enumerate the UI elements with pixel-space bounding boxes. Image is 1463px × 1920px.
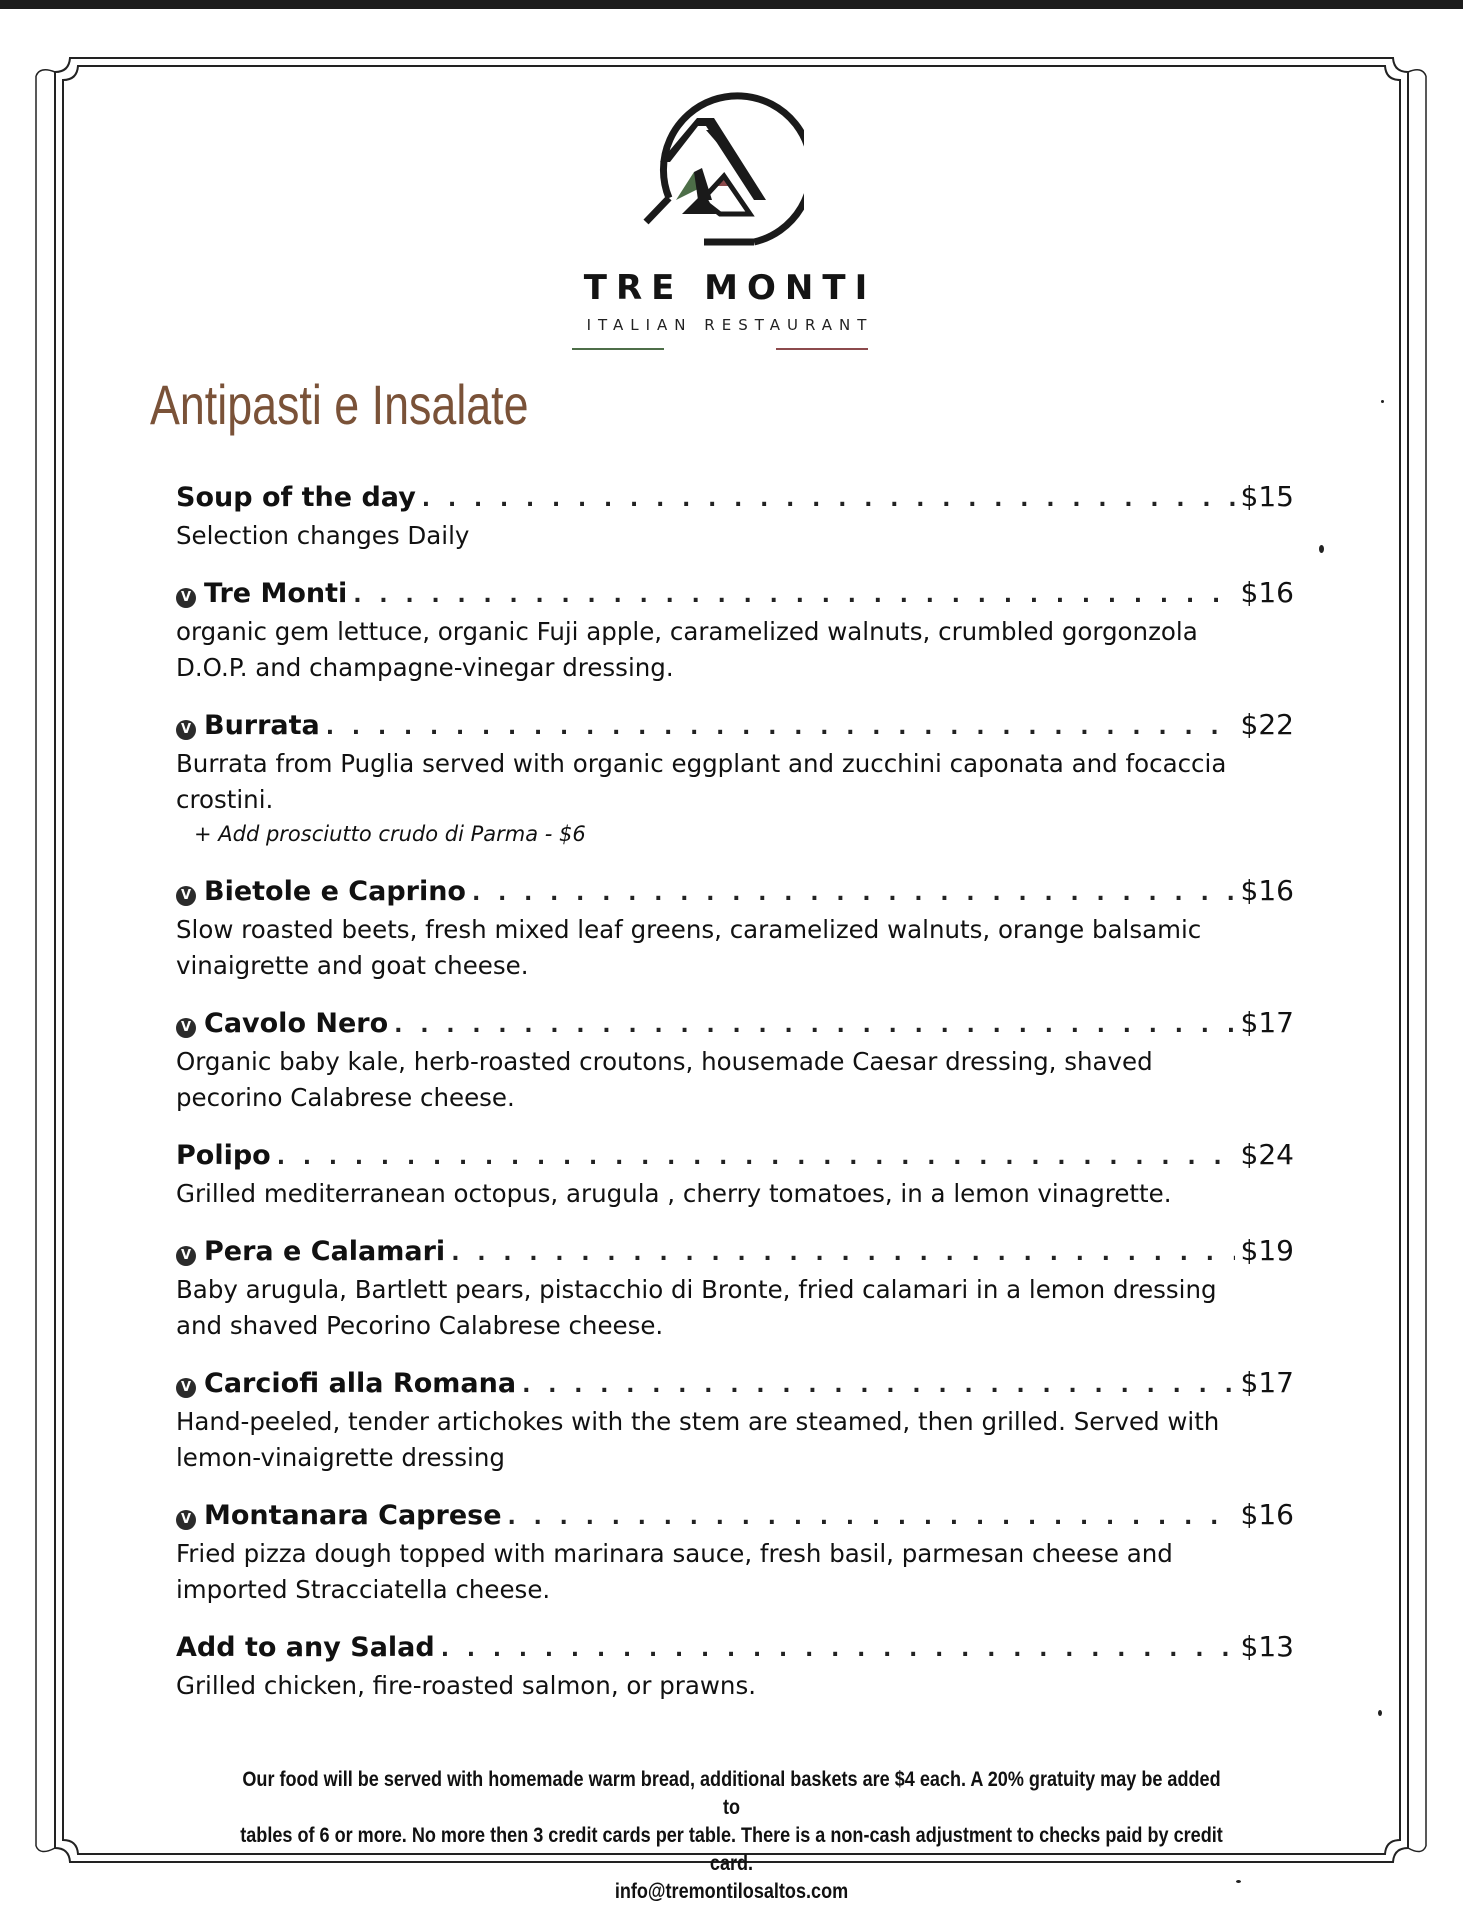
- dot-leader: [508, 1505, 1235, 1530]
- vegetarian-v-icon: V: [176, 720, 196, 740]
- menu-item: [176, 1498, 1294, 1608]
- dot-leader: [277, 1145, 1235, 1170]
- scan-speck: [1378, 1710, 1382, 1716]
- dot-leader: [394, 1013, 1234, 1038]
- item-name: Add to any Salad: [176, 1632, 435, 1663]
- item-price: $13: [1240, 1630, 1294, 1663]
- item-name: Pera e Calamari: [204, 1236, 446, 1267]
- item-addon: + Add prosciutto crudo di Parma - $6: [194, 822, 586, 846]
- item-description: Organic baby kale, herb-roasted croutons, housemade Caesar dressing, shaved pecorino Calabrese cheese.: [176, 1047, 1153, 1112]
- item-price: $16: [1240, 576, 1294, 609]
- item-price: $24: [1240, 1138, 1294, 1171]
- dot-leader: [326, 715, 1235, 740]
- vegetarian-v-icon: V: [176, 1246, 196, 1266]
- item-description: Selection changes Daily: [176, 521, 470, 550]
- item-description: Grilled mediterranean octopus, arugula , cherry tomatoes, in a lemon vinagrette.: [176, 1179, 1172, 1208]
- item-price: $16: [1240, 1498, 1294, 1531]
- item-price: $15: [1240, 480, 1294, 513]
- menu-item: [176, 874, 1294, 984]
- item-description: Fried pizza dough topped with marinara sauce, fresh basil, parmesan cheese and imported Stracciatella cheese.: [176, 1539, 1173, 1604]
- dot-leader: [353, 583, 1234, 608]
- menu-item: [176, 708, 1294, 846]
- dot-leader: [451, 1241, 1234, 1266]
- scan-speck: [1236, 1880, 1241, 1883]
- item-name: Polipo: [176, 1140, 271, 1171]
- red-accent-rule: [776, 348, 868, 350]
- green-accent-rule: [572, 348, 664, 350]
- item-description: Slow roasted beets, fresh mixed leaf greens, caramelized walnuts, orange balsamic vinaigrette and goat cheese.: [176, 915, 1202, 980]
- item-price: $16: [1240, 874, 1294, 907]
- vegetarian-v-icon: V: [176, 1018, 196, 1038]
- item-price: $19: [1240, 1234, 1294, 1267]
- footer-line: Our food will be served with homemade warm bread, additional baskets are $4 each. A 20% gratuity may be added to: [242, 1768, 1221, 1819]
- section-title: Antipasti e Insalate: [150, 373, 529, 436]
- item-name: Cavolo Nero: [204, 1008, 389, 1039]
- brand-subtitle: ITALIAN RESTAURANT: [586, 316, 874, 334]
- vegetarian-v-icon: V: [176, 886, 196, 906]
- vegetarian-v-icon: V: [176, 588, 196, 608]
- item-description: organic gem lettuce, organic Fuji apple, caramelized walnuts, crumbled gorgonzola D.O.P. and champagne-vinegar dressing.: [176, 617, 1198, 682]
- menu-item: [176, 1138, 1294, 1212]
- scan-speck: [1381, 400, 1384, 403]
- menu-item: [176, 1366, 1294, 1476]
- scan-edge: [0, 0, 1463, 9]
- item-price: $17: [1240, 1366, 1294, 1399]
- item-price: $17: [1240, 1006, 1294, 1039]
- item-description: Grilled chicken, fire-roasted salmon, or prawns.: [176, 1671, 757, 1700]
- footer-notice: [231, 1766, 1231, 1906]
- item-description: Burrata from Puglia served with organic eggplant and zucchini caponata and focaccia crostini.: [176, 749, 1227, 814]
- brand-name: TRE MONTI: [583, 268, 877, 308]
- footer-line: tables of 6 or more. No more then 3 credit cards per table. There is a non-cash adjustment to checks paid by credit card.: [240, 1824, 1223, 1875]
- menu-item: [176, 1006, 1294, 1116]
- mountain-logo: [640, 90, 804, 254]
- vegetarian-v-icon: V: [176, 1378, 196, 1398]
- item-name: Burrata: [204, 710, 320, 741]
- menu-item: [176, 1234, 1294, 1344]
- menu-item: [176, 576, 1294, 686]
- scan-speck: [1319, 545, 1324, 553]
- dot-leader: [441, 1637, 1235, 1662]
- item-name: Soup of the day: [176, 482, 416, 513]
- item-name: Bietole e Caprino: [204, 876, 466, 907]
- item-price: $22: [1240, 708, 1294, 741]
- item-name: Tre Monti: [204, 578, 348, 609]
- item-description: Baby arugula, Bartlett pears, pistacchio di Bronte, fried calamari in a lemon dressing and shaved Pecorino Calabrese cheese.: [176, 1275, 1217, 1340]
- dot-leader: [472, 881, 1235, 906]
- item-description: Hand-peeled, tender artichokes with the stem are steamed, then grilled. Served with lemon-vinaigrette dressing: [176, 1407, 1220, 1472]
- menu-item: [176, 1630, 1294, 1704]
- footer-email[interactable]: info@tremontilosaltos.com: [614, 1880, 849, 1903]
- item-name: Carciofi alla Romana: [204, 1368, 517, 1399]
- dot-leader: [522, 1373, 1234, 1398]
- menu-item: [176, 480, 1294, 554]
- item-name: Montanara Caprese: [204, 1500, 502, 1531]
- dot-leader: [422, 487, 1235, 512]
- vegetarian-v-icon: V: [176, 1510, 196, 1530]
